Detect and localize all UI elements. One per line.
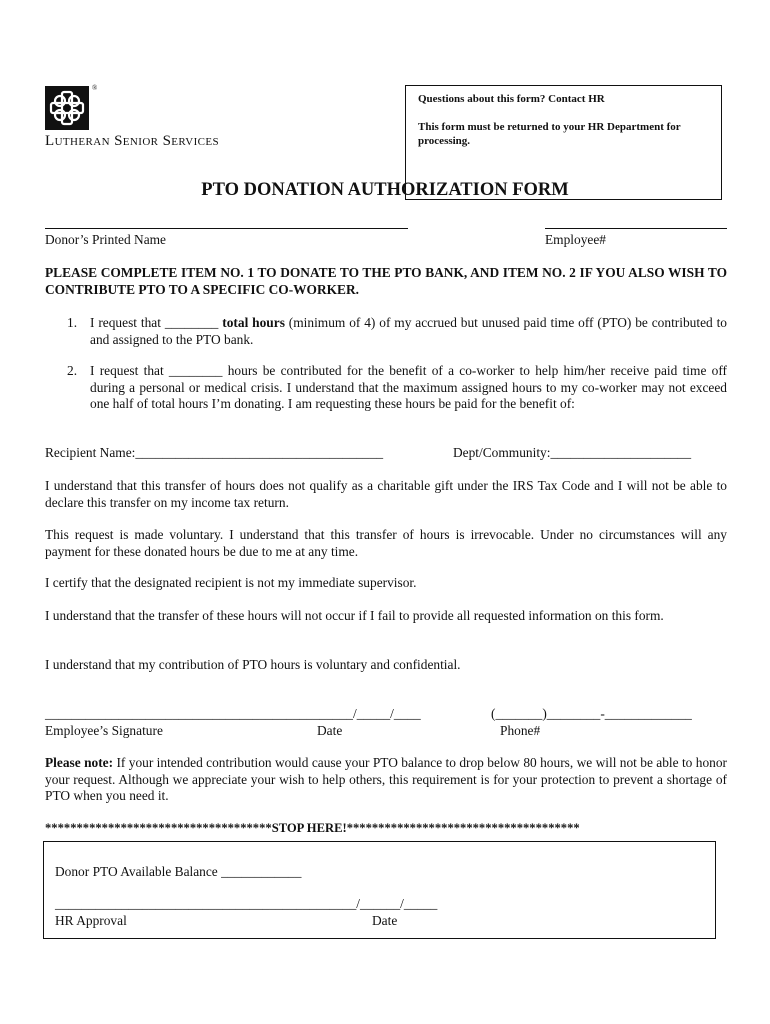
- instruction-text: PLEASE COMPLETE ITEM NO. 1 TO DONATE TO THE PTO BANK, AND ITEM NO. 2 IF YOU ALSO WISH TO CONTRIBUTE PTO TO A SPECIFIC CO-WORKER.: [45, 265, 727, 297]
- hr-date-label: Date: [372, 913, 398, 928]
- employee-number-label: Employee#: [545, 232, 606, 247]
- employee-number-field[interactable]: [545, 228, 727, 229]
- please-note-label: Please note:: [45, 755, 114, 770]
- statement-confidential: I understand that my contribution of PTO hours is voluntary and confidential.: [45, 657, 461, 672]
- statement-voluntary: This request is made voluntary. I understand that this transfer of hours is irrevocable. Under no circumstances will any payment for these donated hours be due to me at any time.: [45, 527, 727, 559]
- signature-date-field[interactable]: ______________________________________________/_____/____: [45, 706, 421, 721]
- item-1-text: [90, 315, 727, 348]
- recipient-name-field[interactable]: Recipient Name:_____________________________________: [45, 445, 384, 460]
- registered-mark: ®: [92, 84, 98, 92]
- hr-question: Questions about this form? Contact HR: [418, 93, 605, 105]
- item-2-number: 2.: [67, 363, 78, 378]
- phone-label: Phone#: [500, 723, 541, 738]
- logo: [45, 86, 89, 130]
- item-1-post: (minimum of 4) of my accrued but unused paid time off (PTO) be contributed to and assigned to the PTO bank.: [90, 315, 728, 347]
- item-1-bold: total hours: [222, 315, 285, 330]
- page-title: PTO DONATION AUTHORIZATION FORM: [201, 180, 569, 200]
- statement-supervisor: I certify that the designated recipient is not my immediate supervisor.: [45, 575, 417, 590]
- brand-name: Lutheran Senior Services: [45, 133, 220, 149]
- statement-irs: I understand that this transfer of hours does not qualify as a charitable gift under the IRS Tax Code and I will not be able to declare this transfer on my income tax return.: [45, 478, 727, 510]
- signature-label: Employee’s Signature: [45, 723, 163, 738]
- please-note-text: If your intended contribution would cause your PTO balance to drop below 80 hours, we will not be able to honor your request. Although we appreciate your wish to help others, this requirement is for your protection to prevent a shortage of PTO when you need it.: [45, 755, 727, 803]
- item-1-pre: I request that ________: [90, 315, 223, 330]
- item-1-number: 1.: [67, 315, 78, 330]
- please-note: [45, 755, 727, 805]
- item-2-text: I request that ________ hours be contributed for the benefit of a co-worker to help him/her receive paid time off during a personal or medical crisis. I understand that the maximum assigned hours to my co-worker may not exceed one half of total hours I’m donating. I am requesting these hours be paid for the benefit of:: [90, 363, 727, 411]
- cross-logo-icon: [45, 86, 89, 130]
- signature-date-label: Date: [317, 723, 343, 738]
- hr-approval-label: HR Approval: [55, 913, 127, 928]
- phone-field[interactable]: (_______)________-_____________: [491, 706, 692, 721]
- donor-name-label: Donor’s Printed Name: [45, 232, 166, 247]
- dept-community-field[interactable]: Dept/Community:_____________________: [453, 445, 692, 460]
- statement-transfer: I understand that the transfer of these hours will not occur if I fail to provide all requested information on this form.: [45, 608, 664, 623]
- stop-here-line: ************************************STOP HERE!*************************************: [45, 821, 580, 835]
- donor-name-field[interactable]: [45, 228, 408, 229]
- pto-balance-field[interactable]: Donor PTO Available Balance ____________: [55, 864, 302, 879]
- hr-approval-field[interactable]: _____________________________________________/______/_____: [55, 896, 438, 911]
- hr-return-note: This form must be returned to your HR Department for processing.: [418, 121, 681, 147]
